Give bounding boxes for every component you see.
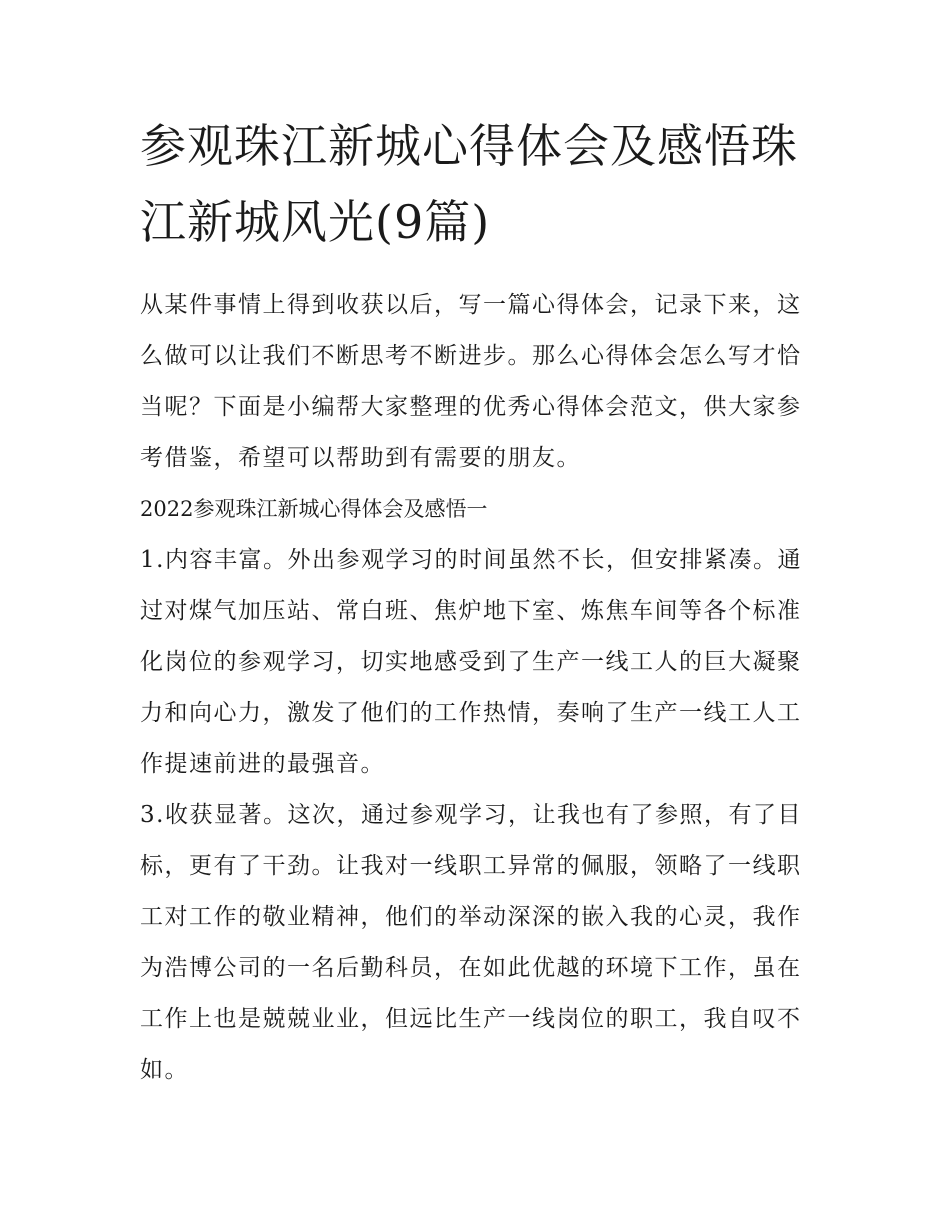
paragraph-3: 3.收获显著。这次，通过参观学习，让我也有了参照，有了目标，更有了干劲。让我对一线职工异常的佩服，领略了一线职工对工作的敬业精神，他们的举动深深的嵌入我的心灵，我作为浩博公司的一名后勤科员，在如此优越的环境下工作，虽在工作上也是兢兢业业，但远比生产一线岗位的职工，我自叹不如。: [140, 802, 802, 1083]
document-title: 参观珠江新城心得体会及感悟珠江新城风光(9篇): [140, 119, 798, 249]
document-body: [140, 108, 815, 1096]
intro-paragraph: 从某件事情上得到收获以后，写一篇心得体会，记录下来，这么做可以让我们不断思考不断进步。那么心得体会怎么写才恰当呢？下面是小编帮大家整理的优秀心得体会范文，供大家参考借鉴，希望可以帮助到有需要的朋友。: [140, 292, 802, 471]
section-heading: 2022参观珠江新城心得体会及感悟一: [140, 497, 488, 521]
paragraph-1: 1.内容丰富。外出参观学习的时间虽然不长，但安排紧凑。通过对煤气加压站、常白班、焦炉地下室、炼焦车间等各个标准化岗位的参观学习，切实地感受到了生产一线工人的巨大凝聚力和向心力，激发了他们的工作热情，奏响了生产一线工人工作提速前进的最强音。: [140, 547, 802, 777]
